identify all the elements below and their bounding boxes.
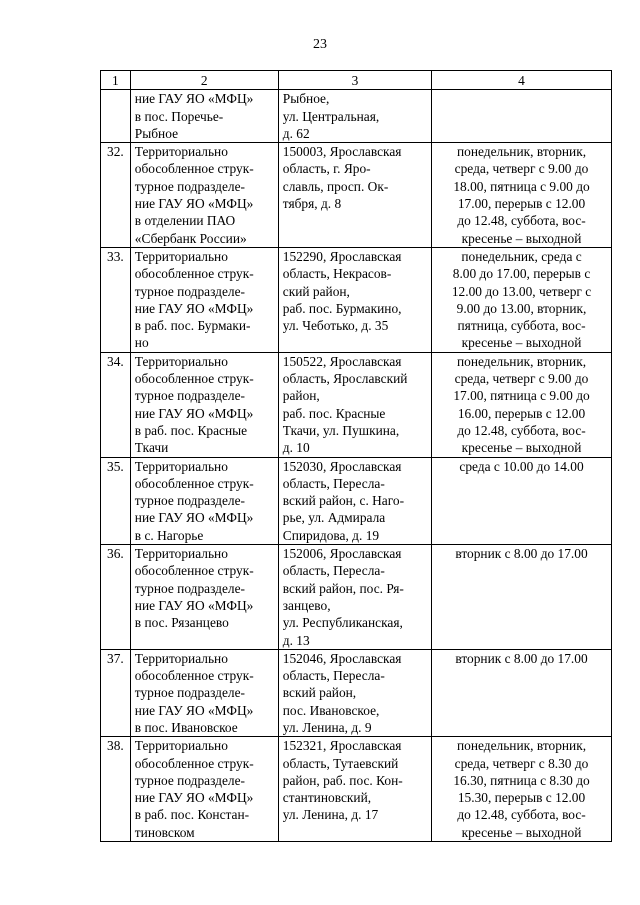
table-row	[101, 457, 612, 544]
office-name-cell-line: «Сбербанк России»	[134, 230, 247, 246]
office-name-cell-line: в пос. Поречье-	[134, 108, 224, 124]
address-cell-line: раб. пос. Бурмакино,	[282, 300, 402, 316]
office-name-cell-line: Территориально	[134, 353, 228, 369]
address-cell	[278, 649, 431, 736]
office-name-cell-line: Территориально	[134, 546, 228, 562]
row-number-cell: 33.	[101, 247, 131, 352]
table-row	[101, 545, 612, 650]
address-cell-line: ул. Чеботько, д. 35	[282, 318, 389, 334]
address-cell-line: район, раб. пос. Кон-	[282, 772, 403, 788]
office-name-cell-line: ние ГАУ ЯО «МФЦ»	[134, 196, 254, 212]
row-number-cell	[101, 90, 131, 143]
hours-cell-line: кресенье – выходной	[461, 230, 582, 246]
address-cell	[278, 90, 431, 143]
address-cell-line: Спиридова, д. 19	[282, 527, 380, 543]
table-row	[101, 352, 612, 457]
hours-cell-line: вторник с 8.00 до 17.00	[455, 546, 588, 562]
address-cell-line: область, Некрасов-	[282, 266, 392, 282]
address-cell-line: тября, д. 8	[282, 196, 342, 212]
hours-cell-line: 18.00, пятница с 9.00 до	[453, 178, 590, 194]
address-cell-line: вский район, пос. Ря-	[282, 580, 404, 596]
hours-cell	[432, 352, 612, 457]
table-body	[101, 90, 612, 842]
hours-cell-line: 16.30, пятница с 8.30 до	[453, 772, 590, 788]
office-name-cell-line: обособленное струк-	[134, 563, 254, 579]
hours-cell-line: 15.30, перерыв с 12.00	[457, 790, 586, 806]
office-name-cell-line: в раб. пос. Бурмаки-	[134, 318, 251, 334]
row-number-cell: 38.	[101, 737, 131, 842]
office-name-cell-line: ние ГАУ ЯО «МФЦ»	[134, 597, 254, 613]
office-name-cell	[130, 352, 278, 457]
office-name-cell	[130, 247, 278, 352]
office-name-cell-line: турное подразделе-	[134, 388, 245, 404]
address-cell	[278, 457, 431, 544]
hours-cell-line: до 12.48, суббота, вос-	[457, 807, 586, 823]
table-row	[101, 143, 612, 248]
column-header-hours: 4	[432, 71, 612, 90]
office-name-cell-line: в пос. Рязанцево	[134, 615, 229, 631]
row-number-cell: 37.	[101, 649, 131, 736]
hours-cell	[432, 90, 612, 143]
office-name-cell-line: турное подразделе-	[134, 685, 245, 701]
hours-cell-line: вторник с 8.00 до 17.00	[455, 650, 588, 666]
office-name-cell-line: обособленное струк-	[134, 475, 254, 491]
hours-cell-line: до 12.48, суббота, вос-	[457, 213, 586, 229]
address-cell-line: 152006, Ярославская	[282, 546, 402, 562]
office-name-cell	[130, 737, 278, 842]
office-name-cell-line: Территориально	[134, 650, 228, 666]
hours-cell-line: понедельник, среда с	[461, 248, 582, 264]
table-row	[101, 649, 612, 736]
column-header-address: 3	[278, 71, 431, 90]
hours-cell-line: 9.00 до 13.00, вторник,	[456, 300, 587, 316]
address-cell	[278, 143, 431, 248]
office-name-cell-line: обособленное струк-	[134, 371, 254, 387]
column-header-name: 2	[130, 71, 278, 90]
page-number: 23	[313, 37, 327, 52]
office-name-cell-line: ние ГАУ ЯО «МФЦ»	[134, 405, 254, 421]
office-name-cell-line: обособленное струк-	[134, 755, 254, 771]
office-name-cell-line: в пос. Ивановское	[134, 719, 238, 735]
address-cell	[278, 352, 431, 457]
office-name-cell-line: в с. Нагорье	[134, 527, 204, 543]
address-cell	[278, 545, 431, 650]
office-name-cell-line: Территориально	[134, 144, 228, 160]
hours-cell-line: среда, четверг с 9.00 до	[454, 371, 589, 387]
address-cell-line: ский район,	[282, 283, 350, 299]
office-name-cell-line: Территориально	[134, 248, 228, 264]
hours-cell-line: 17.00, пятница с 9.00 до	[453, 388, 590, 404]
column-header-number: 1	[101, 71, 131, 90]
address-cell	[278, 737, 431, 842]
office-name-cell-line: Рыбное	[134, 125, 179, 141]
hours-cell-line: кресенье – выходной	[461, 335, 582, 351]
hours-cell	[432, 737, 612, 842]
hours-cell-line: 12.00 до 13.00, четверг с	[451, 283, 592, 299]
address-cell-line: область, Ярославский	[282, 371, 408, 387]
address-cell-line: рье, ул. Адмирала	[282, 510, 386, 526]
office-name-cell	[130, 90, 278, 143]
office-name-cell-line: турное подразделе-	[134, 772, 245, 788]
address-cell-line: область, Пересла-	[282, 668, 385, 684]
office-name-cell	[130, 143, 278, 248]
office-name-cell-line: Территориально	[134, 458, 228, 474]
office-name-cell-line: турное подразделе-	[134, 493, 245, 509]
address-cell-line: занцево,	[282, 597, 331, 613]
office-name-cell-line: обособленное струк-	[134, 668, 254, 684]
address-cell-line: ул. Центральная,	[282, 108, 380, 124]
address-cell-line: область, г. Яро-	[282, 161, 371, 177]
hours-cell-line: пятница, суббота, вос-	[457, 318, 586, 334]
table-header-row	[101, 71, 612, 90]
address-cell-line: область, Пересла-	[282, 563, 385, 579]
hours-cell-line: среда, четверг с 9.00 до	[454, 161, 589, 177]
address-cell-line: пос. Ивановское,	[282, 702, 380, 718]
offices-table	[100, 70, 612, 842]
table-row	[101, 737, 612, 842]
office-name-cell-line: ние ГАУ ЯО «МФЦ»	[134, 300, 254, 316]
hours-cell	[432, 545, 612, 650]
address-cell-line: область, Тутаевский	[282, 755, 399, 771]
address-cell-line: 150003, Ярославская	[282, 144, 402, 160]
office-name-cell-line: в раб. пос. Констан-	[134, 807, 250, 823]
office-name-cell	[130, 649, 278, 736]
hours-cell	[432, 457, 612, 544]
office-name-cell-line: в отделении ПАО	[134, 213, 236, 229]
table-row	[101, 90, 612, 143]
hours-cell-line: кресенье – выходной	[461, 824, 582, 840]
office-name-cell-line: Территориально	[134, 738, 228, 754]
address-cell-line: вский район,	[282, 685, 357, 701]
hours-cell-line: до 12.48, суббота, вос-	[457, 422, 586, 438]
office-name-cell-line: турное подразделе-	[134, 178, 245, 194]
row-number-cell: 35.	[101, 457, 131, 544]
office-name-cell-line: обособленное струк-	[134, 161, 254, 177]
row-number-cell: 34.	[101, 352, 131, 457]
address-cell-line: д. 10	[282, 440, 310, 456]
address-cell-line: славль, просп. Ок-	[282, 178, 389, 194]
table-row	[101, 247, 612, 352]
hours-cell-line: понедельник, вторник,	[456, 144, 587, 160]
hours-cell-line: понедельник, вторник,	[456, 738, 587, 754]
hours-cell	[432, 649, 612, 736]
office-name-cell-line: но	[134, 335, 149, 351]
hours-cell-line: среда с 10.00 до 14.00	[459, 458, 584, 474]
office-name-cell-line: турное подразделе-	[134, 283, 245, 299]
address-cell	[278, 247, 431, 352]
address-cell-line: район,	[282, 388, 320, 404]
office-name-cell-line: обособленное струк-	[134, 266, 254, 282]
hours-cell-line: 17.00, перерыв с 12.00	[457, 196, 586, 212]
hours-cell-line: среда, четверг с 8.30 до	[454, 755, 589, 771]
office-name-cell-line: турное подразделе-	[134, 580, 245, 596]
address-cell-line: ул. Ленина, д. 9	[282, 719, 372, 735]
office-name-cell-line: ние ГАУ ЯО «МФЦ»	[134, 91, 254, 107]
address-cell-line: область, Пересла-	[282, 475, 385, 491]
address-cell-line: 150522, Ярославская	[282, 353, 402, 369]
hours-cell-line: 8.00 до 17.00, перерыв с	[452, 266, 591, 282]
address-cell-line: раб. пос. Красные	[282, 405, 386, 421]
office-name-cell-line: тиновском	[134, 824, 195, 840]
office-name-cell-line: ние ГАУ ЯО «МФЦ»	[134, 510, 254, 526]
office-name-cell-line: в раб. пос. Красные	[134, 422, 248, 438]
hours-cell	[432, 247, 612, 352]
address-cell-line: Ткачи, ул. Пушкина,	[282, 422, 400, 438]
address-cell-line: 152321, Ярославская	[282, 738, 402, 754]
address-cell-line: Рыбное,	[282, 91, 330, 107]
row-number-cell: 36.	[101, 545, 131, 650]
hours-cell-line: кресенье – выходной	[461, 440, 582, 456]
office-name-cell-line: Ткачи	[134, 440, 169, 456]
office-name-cell-line: ние ГАУ ЯО «МФЦ»	[134, 702, 254, 718]
address-cell-line: стантиновский,	[282, 790, 372, 806]
office-name-cell	[130, 457, 278, 544]
address-cell-line: 152046, Ярославская	[282, 650, 402, 666]
address-cell-line: вский район, с. Наго-	[282, 493, 405, 509]
office-name-cell	[130, 545, 278, 650]
office-name-cell-line: ние ГАУ ЯО «МФЦ»	[134, 790, 254, 806]
hours-cell-line: 16.00, перерыв с 12.00	[457, 405, 586, 421]
hours-cell-line: понедельник, вторник,	[456, 353, 587, 369]
address-cell-line: 152030, Ярославская	[282, 458, 402, 474]
address-cell-line: ул. Республиканская,	[282, 615, 403, 631]
hours-cell	[432, 143, 612, 248]
address-cell-line: д. 62	[282, 125, 310, 141]
address-cell-line: д. 13	[282, 632, 310, 648]
address-cell-line: ул. Ленина, д. 17	[282, 807, 379, 823]
row-number-cell: 32.	[101, 143, 131, 248]
address-cell-line: 152290, Ярославская	[282, 248, 402, 264]
